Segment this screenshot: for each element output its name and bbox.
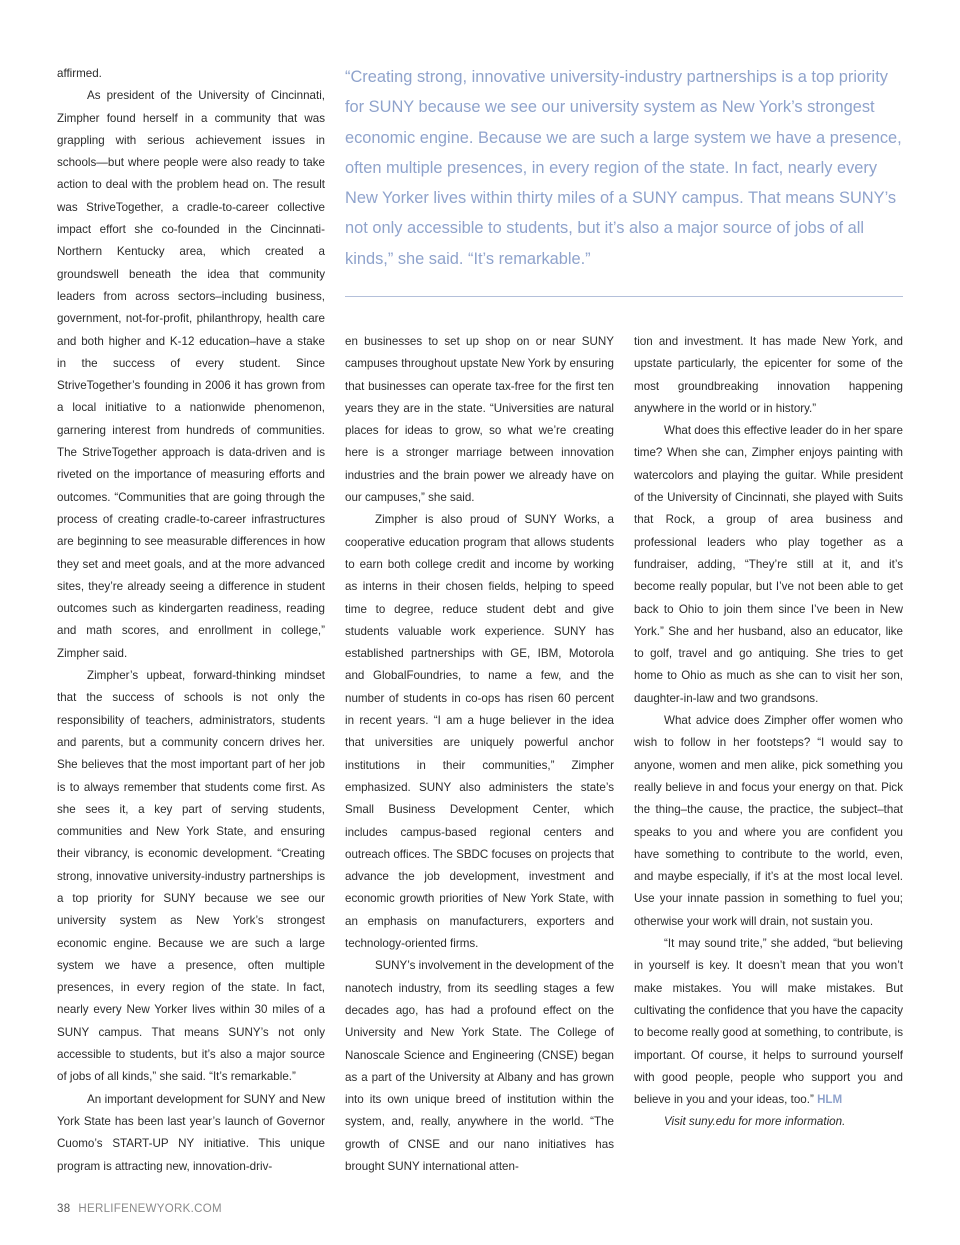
paragraph: As president of the University of Cincinnati, Zimpher found herself in a community that was grappling with serious achievement issues in schools—but where people were also ready to take action to deal with the problem head on. The result was StriveTogether, a cradle-to-career collective impact effort she co-founded in the Cincinnati-Northern Kentucky area, which created a groundswell beneath the idea that community leaders from across sectors–including business, government, not-for-profit, philanthropy, health care and both higher and K-12 education–have a stake in the success of every student. Since StriveTogether’s founding in 2006 it has grown from a local initiative to a nationwide phenomenon, garnering interest from hundreds of communities. The StriveTogether approach is data-driven and is riveted on the importance of measuring efforts and outcomes. “Communities that are going through the process of creating cradle-to-career infrastructures are beginning to see measurable differences in how they set and meet goals, and at the more advanced sites, they’re already seeing a difference in student outcomes such as kindergarten readiness, reading and math scores, and enrollment in college,” Zimpher said. — [57, 89, 325, 660]
paragraph: en businesses to set up shop on or near SUNY campuses throughout upstate New York by ensuring that businesses can operate tax-free for the first ten years they are in the state. “Universities are natural places for ideas to grow, so what we’re creating here is a stronger marriage between innovation industries and the brain power we already have on our campuses,” she said. — [345, 335, 614, 505]
page-number: 38 — [57, 1203, 71, 1215]
paragraph: Zimpher is also proud of SUNY Works, a cooperative education program that allows students to earn both college credit and income by working as interns in their chosen fields, helping to speed time to degree, reduce student debt and give students valuable work experience. SUNY has established partnerships with GE, IBM, Motorola and GlobalFoundries, to name a few, and the number of students in co-ops has risen 60 percent in recent years. “I am a huge believer in the idea that universities are uniquely powerful anchor institutions in their communities,” Zimpher emphasized. SUNY also administers the state’s Small Business Development Center, which includes campus-based regional centers and outreach offices. The SBDC focuses on projects that advance the job development, investment and economic growth priorities of New York State, with an emphasis on manufacturers, exporters and technology-oriented firms. — [345, 513, 614, 951]
article-column-1 — [57, 63, 325, 1178]
paragraph: What does this effective leader do in her spare time? When she can, Zimpher enjoys painting with watercolors and playing the guitar. While president of the University of Cincinnati, she played with Suits that Rock, a group of area business and professional leaders who play together as a fundraiser, adding, “They’re still at it, and it’s become really popular, but I’ve not been able to get back to Ohio to join them since I’ve been in New York.” She and her husband, also an educator, like to golf, travel and go antiquing. She tries to get home to Ohio as much as she can to visit her son, daughter-in-law and two grandsons. — [634, 424, 903, 705]
paragraph-text: “It may sound trite,” she added, “but believing in yourself is key. It doesn’t mean that you won’t make mistakes. You will make mistakes. But cultivating the confidence that you have the capacity to become really good at something, to contribute, is important. Of course, it helps to surround yourself with good people, people who support you and believe in you and your ideas, too.” — [634, 937, 903, 1107]
author-signature: HLM — [817, 1093, 843, 1107]
article-column-3 — [634, 331, 903, 1134]
paragraph: Zimpher’s upbeat, forward-thinking mindset that the success of schools is not only the responsibility of teachers, administrators, students and parents, but a community concern drives her. She believes that the most important part of her job is to always remember that students come first. As she sees it, a key part of serving students, communities and New York State, and ensuring their vibrancy, is economic development. “Creating strong, innovative university-industry partnerships is a top priority for SUNY because we see our university system as New York’s strongest economic engine. Because we are such a large system we have a presence, often multiple presences, in every region of the state. In fact, nearly every New Yorker lives within 30 miles of a SUNY campus. That means SUNY’s not only accessible to students, but it’s also a major source of jobs of all kinds,” she said. “It’s remarkable.” — [57, 669, 325, 1084]
page-footer — [57, 1203, 222, 1215]
paragraph: SUNY’s involvement in the development of the nanotech industry, from its seedling stages a few decades ago, has had a profound effect on the University and New York State. The College of Nanoscale Science and Engineering (CNSE) began as a part of the University at Albany and has grown into its own unique breed of institution within the system, and, really, anywhere in the world. “The growth of CNSE and our nano initiatives has brought SUNY international atten- — [345, 959, 614, 1173]
paragraph: What advice does Zimpher offer women who wish to follow in her footsteps? “I would say to anyone, women and men alike, pick something you really believe in and focus your energy on that. Pick the thing–the cause, the practice, the subject–that speaks to you and where you are confident you have something to contribute to the world, even, and maybe especially, if it’s at the most local level. Use your innate passion in something to fuel you; otherwise your work will drain, not sustain you. — [634, 714, 903, 928]
paragraph: tion and investment. It has made New York, and upstate particularly, the epicenter for some of the most groundbreaking innovation happening anywhere in the world or in history.” — [634, 335, 903, 415]
pull-quote-divider — [345, 296, 903, 297]
paragraph: An important development for SUNY and New York State has been last year’s launch of Governor Cuomo’s START-UP NY initiative. This unique program is attracting new, innovation-driv- — [57, 1092, 325, 1173]
footer-site: HERLIFENEWYORK.COM — [78, 1203, 222, 1215]
paragraph: affirmed. — [57, 67, 102, 80]
pull-quote: “Creating strong, innovative university-industry partnerships is a top priority for SUNY because we see our university system as New York’s strongest economic engine. Because we are such a large system we have a presence, often multiple presences, in every region of the state. In fact, nearly every New Yorker lives within thirty miles of a SUNY campus. That means SUNY’s not only accessible to students, but it’s also a major source of jobs of all kinds,” she said. “It’s remarkable.” — [345, 68, 902, 268]
paragraph — [634, 933, 903, 1111]
article-column-2 — [345, 331, 614, 1178]
visit-note: Visit suny.edu for more information. — [664, 1115, 846, 1129]
